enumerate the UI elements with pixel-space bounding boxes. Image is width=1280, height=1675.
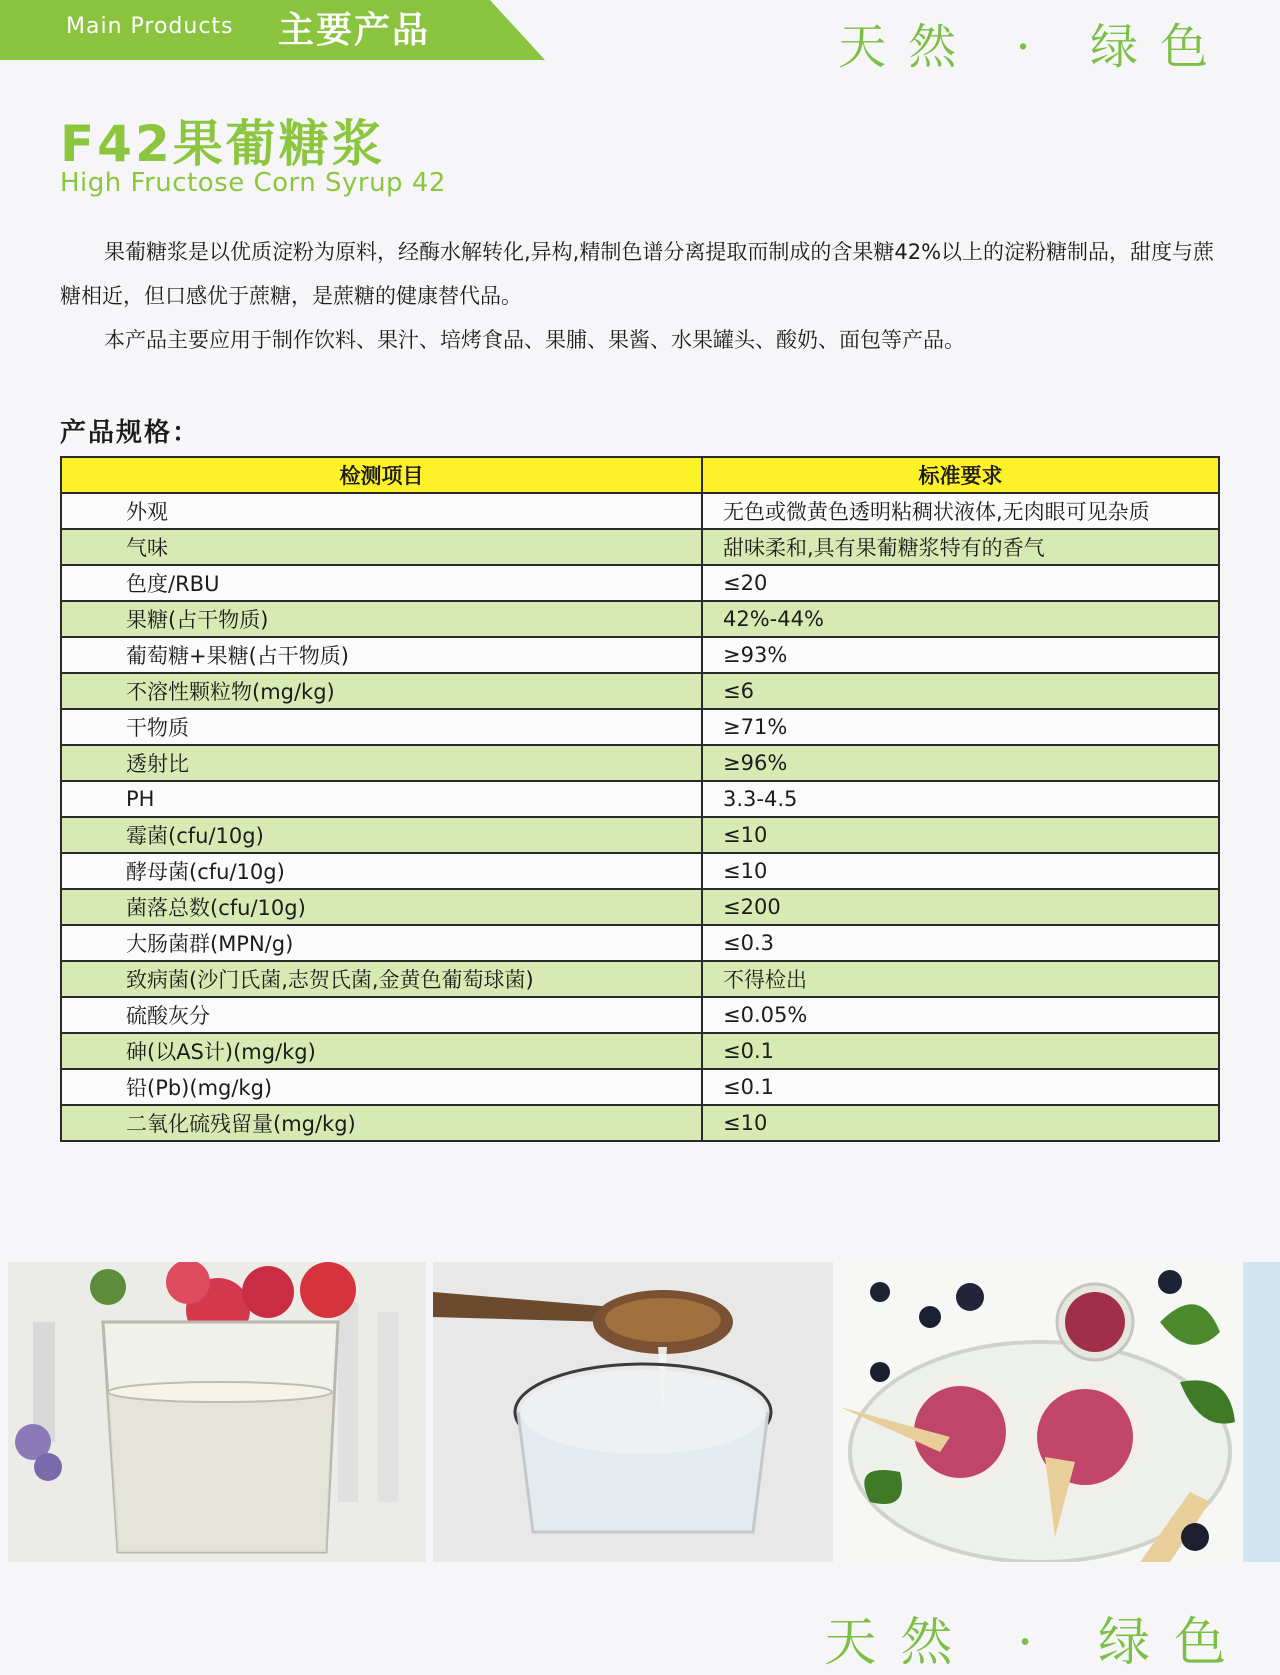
header-requirement: 标准要求 [702, 457, 1219, 493]
slogan-bottom: 天然 · 绿色 [824, 1613, 1250, 1673]
spec-item: 菌落总数(cfu/10g) [61, 889, 702, 925]
spec-requirement: 无色或微黄色透明粘稠状液体,无肉眼可见杂质 [702, 493, 1219, 529]
slogan-top: 天然 · 绿色 [838, 19, 1230, 75]
intro-paragraph: 果葡糖浆是以优质淀粉为原料，经酶水解转化,异构,精制色谱分离提取而制成的含果糖42%以上的淀粉糖制品，甜度与蔗糖相近，但口感优于蔗糖，是蔗糖的健康替代品。 [60, 240, 1215, 308]
spec-item: 葡萄糖+果糖(占干物质) [61, 637, 702, 673]
spec-requirement: ≥93% [702, 637, 1219, 673]
spec-row [61, 709, 1219, 745]
spec-requirement: 3.3-4.5 [702, 781, 1219, 817]
product-intro [60, 230, 1220, 362]
spec-item: 气味 [61, 529, 702, 565]
spec-row [61, 529, 1219, 565]
spec-requirement: ≤200 [702, 889, 1219, 925]
spec-item: 铅(Pb)(mg/kg) [61, 1069, 702, 1105]
spec-row [61, 673, 1219, 709]
photo-ice-cream [840, 1262, 1235, 1562]
spec-requirement: ≤0.3 [702, 925, 1219, 961]
spec-item: 二氧化硫残留量(mg/kg) [61, 1105, 702, 1141]
product-subtitle: High Fructose Corn Syrup 42 [60, 168, 446, 198]
spec-item: 硫酸灰分 [61, 997, 702, 1033]
spec-requirement: ≤0.1 [702, 1069, 1219, 1105]
spec-requirement: ≤6 [702, 673, 1219, 709]
spec-item: 果糖(占干物质) [61, 601, 702, 637]
photo-syrup-spoon [433, 1262, 833, 1562]
spec-row [61, 1033, 1219, 1069]
spec-row [61, 1105, 1219, 1141]
spec-item: 霉菌(cfu/10g) [61, 817, 702, 853]
spec-requirement: ≤10 [702, 1105, 1219, 1141]
spec-item: 干物质 [61, 709, 702, 745]
spec-row [61, 853, 1219, 889]
spec-requirement: ≥71% [702, 709, 1219, 745]
spec-requirement: ≤20 [702, 565, 1219, 601]
spec-item: PH [61, 781, 702, 817]
spec-row [61, 997, 1219, 1033]
photo-edge [1243, 1262, 1280, 1562]
spec-row [61, 601, 1219, 637]
spec-item: 不溶性颗粒物(mg/kg) [61, 673, 702, 709]
spec-requirement: ≤10 [702, 853, 1219, 889]
spec-table-header [61, 457, 1219, 493]
spec-requirement: ≤0.1 [702, 1033, 1219, 1069]
spec-requirement: ≤0.05% [702, 997, 1219, 1033]
spec-row [61, 961, 1219, 997]
spec-row [61, 1069, 1219, 1105]
spec-item: 砷(以AS计)(mg/kg) [61, 1033, 702, 1069]
spec-row [61, 925, 1219, 961]
photo-water-glass [8, 1262, 426, 1562]
product-title: F42果葡糖浆 [60, 115, 385, 173]
spec-item: 酵母菌(cfu/10g) [61, 853, 702, 889]
spec-item: 致病菌(沙门氏菌,志贺氏菌,金黄色葡萄球菌) [61, 961, 702, 997]
spec-requirement: ≤10 [702, 817, 1219, 853]
banner-label-cn: 主要产品 [278, 10, 431, 51]
spec-row [61, 781, 1219, 817]
spec-requirement: ≥96% [702, 745, 1219, 781]
spec-row [61, 817, 1219, 853]
spec-table [60, 456, 1220, 1142]
spec-item: 大肠菌群(MPN/g) [61, 925, 702, 961]
spec-item: 外观 [61, 493, 702, 529]
spec-row [61, 745, 1219, 781]
spec-row [61, 493, 1219, 529]
header-item: 检测项目 [61, 457, 702, 493]
spec-row [61, 889, 1219, 925]
spec-heading: 产品规格： [60, 418, 201, 448]
spec-row [61, 565, 1219, 601]
spec-requirement: 甜味柔和,具有果葡糖浆特有的香气 [702, 529, 1219, 565]
banner-label-en: Main Products [66, 14, 234, 39]
spec-item: 色度/RBU [61, 565, 702, 601]
spec-table-body [61, 493, 1219, 1141]
spec-item: 透射比 [61, 745, 702, 781]
spec-requirement: 不得检出 [702, 961, 1219, 997]
spec-requirement: 42%-44% [702, 601, 1219, 637]
spec-row [61, 637, 1219, 673]
intro-paragraph: 本产品主要应用于制作饮料、果汁、培烤食品、果脯、果酱、水果罐头、酸奶、面包等产品。 [104, 328, 965, 352]
